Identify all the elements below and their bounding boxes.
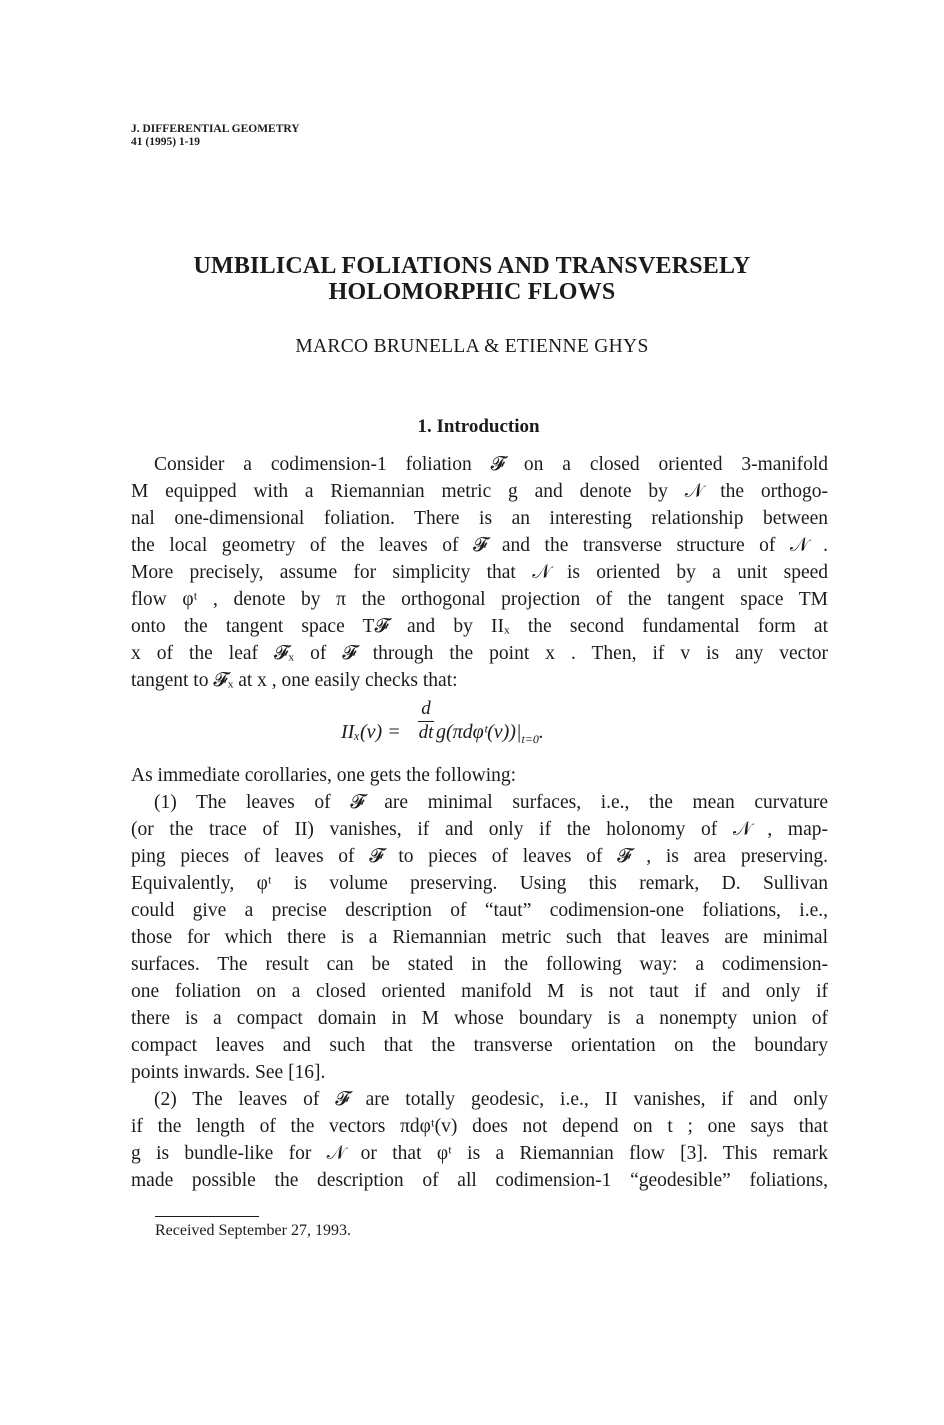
- title-line-2: HOLOMORPHIC FLOWS: [328, 279, 616, 305]
- text-line: nal one-dimensional foliation. There is an interesting relationship between: [131, 508, 828, 529]
- text-line: compact leaves and such that the transverse orientation on the boundary: [131, 1035, 828, 1056]
- fraction-denominator: dt: [418, 722, 434, 743]
- equation-rhs: $g(\pi d\varphi ᵗ(v))|_{t=0}$.: [436, 721, 544, 746]
- text-line: those for which there is a Riemannian metric such that leaves are minimal: [131, 927, 828, 948]
- text-line: points inwards. See [16].: [131, 1062, 326, 1083]
- text-line: Equivalently, φᵗ is volume preserving. Using this remark, D. Sullivan: [131, 873, 828, 894]
- text-line: ping pieces of leaves of 𝓕 to pieces of leaves of 𝓕 , is area preserving.: [131, 846, 828, 867]
- text-line: g is bundle-like for 𝒩 or that φᵗ is a Riemannian flow [3]. This remark: [131, 1143, 828, 1164]
- display-equation: [131, 694, 828, 762]
- text-line: (2) The leaves of 𝓕 are totally geodesic, i.e., II vanishes, if and only: [154, 1089, 828, 1110]
- text-line: if the length of the vectors πdφᵗ(v) does not depend on t ; one says that: [131, 1116, 828, 1137]
- fraction-numerator: d: [421, 698, 431, 719]
- journal-header: [131, 123, 300, 149]
- body-text: [131, 451, 828, 1194]
- text-line: one foliation on a closed oriented manifold M is not taut if and only if: [131, 981, 828, 1002]
- text-line: Consider a codimension-1 foliation 𝓕 on a closed oriented 3-manifold: [154, 454, 828, 475]
- text-line: there is a compact domain in M whose boundary is a nonempty union of: [131, 1008, 828, 1029]
- footnote-rule: [155, 1216, 259, 1217]
- text-line: (1) The leaves of 𝓕 are minimal surfaces, i.e., the mean curvature: [154, 792, 828, 813]
- footnote: Received September 27, 1993.: [155, 1222, 351, 1239]
- journal-citation: 41 (1995) 1-19: [131, 136, 200, 148]
- text-line: onto the tangent space T𝓕 and by IIₓ the second fundamental form at: [131, 616, 828, 637]
- text-line: could give a precise description of “taut” codimension-one foliations, i.e.,: [131, 900, 828, 921]
- text-line: surfaces. The result can be stated in the following way: a codimension-: [131, 954, 828, 975]
- text-line: As immediate corollaries, one gets the following:: [131, 765, 517, 786]
- text-line: made possible the description of all codimension-1 “geodesible” foliations,: [131, 1170, 828, 1191]
- equation-lhs: IIₓ(v) =: [341, 721, 401, 743]
- equation-subscript: t=0: [521, 732, 539, 746]
- text-line: x of the leaf 𝓕ₓ of 𝓕 through the point x . Then, if v is any vector: [131, 643, 828, 664]
- journal-name: J. DIFFERENTIAL GEOMETRY: [131, 123, 300, 135]
- equation-fraction: [418, 698, 434, 743]
- title-line-1: UMBILICAL FOLIATIONS AND TRANSVERSELY: [193, 253, 751, 279]
- paper-title: [0, 253, 944, 305]
- text-line: flow φᵗ , denote by π the orthogonal projection of the tangent space TM: [131, 589, 828, 610]
- text-line: (or the trace of II) vanishes, if and only if the holonomy of 𝒩 , map-: [131, 819, 828, 840]
- text-line: tangent to 𝓕ₓ at x , one easily checks that:: [131, 670, 458, 691]
- text-line: the local geometry of the leaves of 𝓕 and the transverse structure of 𝒩 .: [131, 535, 828, 556]
- authors: MARCO BRUNELLA & ETIENNE GHYS: [295, 336, 649, 357]
- section-heading: 1. Introduction: [417, 416, 540, 437]
- text-line: More precisely, assume for simplicity that 𝒩 is oriented by a unit speed: [131, 562, 828, 583]
- text-line: M equipped with a Riemannian metric g and denote by 𝒩 the orthogo-: [131, 481, 828, 502]
